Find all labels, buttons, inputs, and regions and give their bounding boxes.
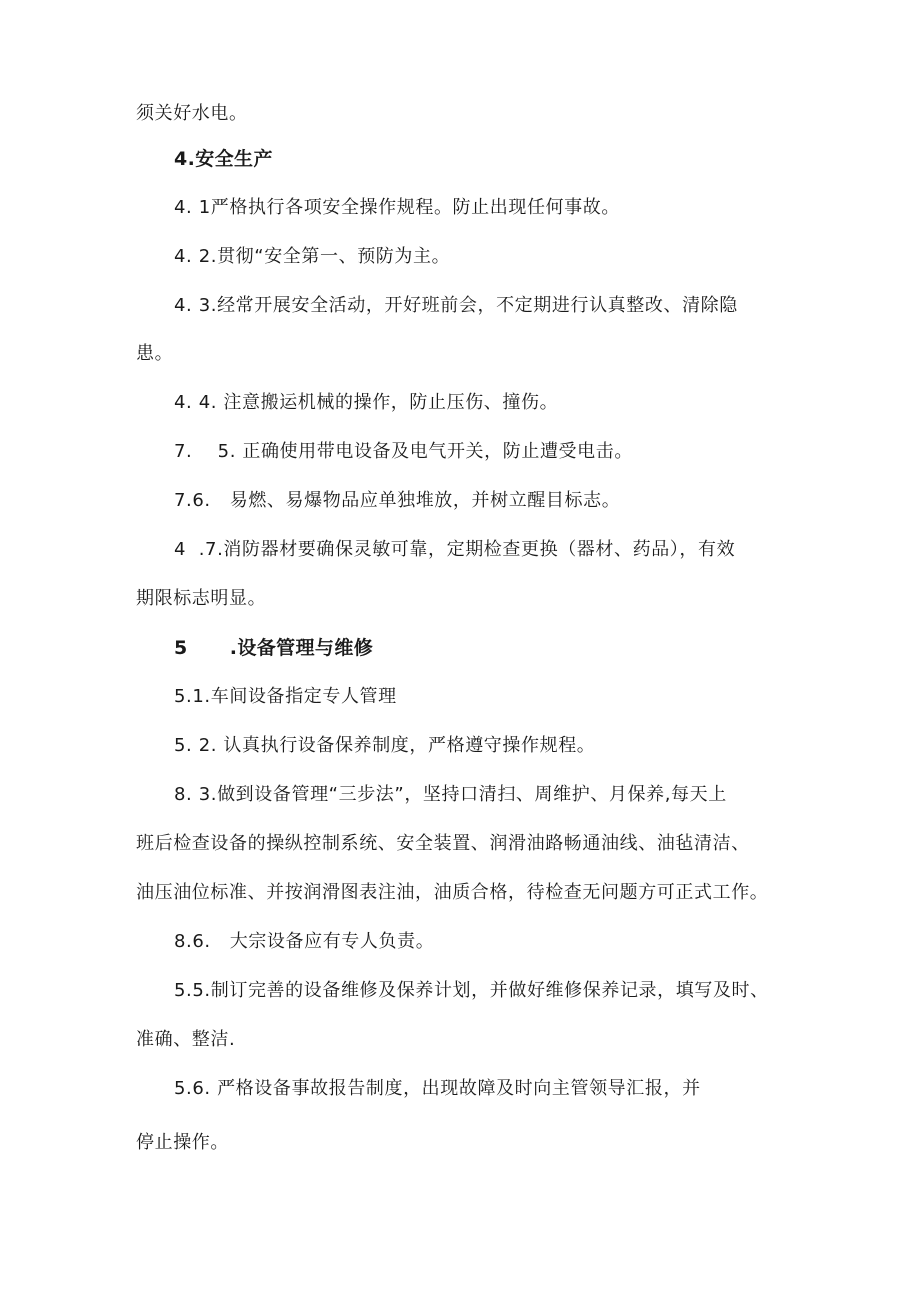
body-text-line: 5.5.制订完善的设备维修及保养计划，并做好维修保养记录，填写及时、 <box>174 980 769 1001</box>
body-text-line: 油压油位标准、并按润滑图表注油，油质合格，待检查无问题方可正式工作。 <box>136 882 769 903</box>
body-text-line: 7. 5. 正确使用带电设备及电气开关，防止遭受电击。 <box>174 441 633 462</box>
body-text-line: 4. 1严格执行各项安全操作规程。防止出现任何事故。 <box>174 197 620 218</box>
body-text-line: 8. 3.做到设备管理“三步法”，坚持口清扫、周维护、月保养,每天上 <box>174 784 727 805</box>
body-text-line: 5.6. 严格设备事故报告制度，出现故障及时向主管领导汇报，并 <box>174 1078 701 1099</box>
body-text-line: 患。 <box>136 343 174 364</box>
body-text-line: 4 .7.消防器材要确保灵敏可靠，定期检查更换（器材、药品），有效 <box>174 539 736 560</box>
section-heading-equipment: 5 .设备管理与维修 <box>174 637 374 659</box>
body-text-line: 5. 2. 认真执行设备保养制度，严格遵守操作规程。 <box>174 735 596 756</box>
body-text-line: 4. 4. 注意搬运机械的操作，防止压伤、撞伤。 <box>174 392 559 413</box>
body-text-line: 准确、整洁. <box>136 1029 236 1050</box>
body-text-line: 5.1.车间设备指定专人管理 <box>174 686 397 707</box>
body-text-line: 7.6. 易燃、易爆物品应单独堆放，并树立醒目标志。 <box>174 490 621 511</box>
body-text-line: 8.6. 大宗设备应有专人负责。 <box>174 931 435 952</box>
section-heading-safety: 4.安全生产 <box>174 148 273 170</box>
body-text-line: 4. 3.经常开展安全活动，开好班前会，不定期进行认真整改、清除隐 <box>174 295 738 316</box>
body-text-line: 4. 2.贯彻“安全第一、预防为主。 <box>174 246 451 267</box>
body-text-line: 须关好水电。 <box>136 103 248 124</box>
body-text-line: 期限标志明显。 <box>136 588 267 609</box>
body-text-line: 停止操作。 <box>136 1132 229 1153</box>
body-text-line: 班后检查设备的操纵控制系统、安全装置、润滑油路畅通油线、油毡清洁、 <box>136 833 750 854</box>
